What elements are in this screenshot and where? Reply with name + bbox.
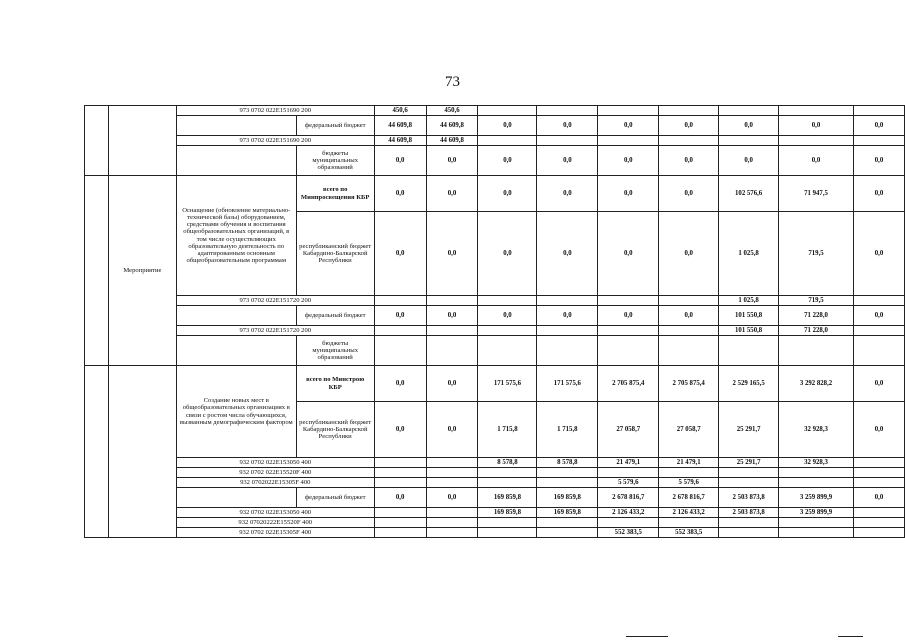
value-cell	[537, 518, 598, 528]
row-indent-cell	[85, 106, 109, 176]
value-cell	[853, 136, 904, 146]
funding-source: всего по Минстрою КБР	[296, 366, 374, 402]
value-cell: 3 259 899,9	[779, 488, 854, 508]
value-cell	[659, 106, 719, 116]
table-row	[85, 478, 905, 488]
value-cell: 0,0	[598, 306, 659, 326]
value-cell	[374, 518, 426, 528]
value-cell	[779, 336, 854, 366]
value-cell	[779, 106, 854, 116]
row-label-cell	[108, 106, 176, 176]
value-cell: 0,0	[478, 116, 537, 136]
value-cell: 25 291,7	[719, 402, 779, 458]
value-cell: 0,0	[537, 306, 598, 326]
value-cell: 169 859,8	[478, 488, 537, 508]
value-cell: 0,0	[659, 212, 719, 296]
value-cell: 552 383,5	[598, 528, 659, 538]
value-cell: 32 928,3	[779, 458, 854, 468]
value-cell	[853, 478, 904, 488]
value-cell	[537, 336, 598, 366]
value-cell: 2 126 433,2	[659, 508, 719, 518]
budget-code: 973 0702 022E151690 200	[176, 136, 374, 146]
value-cell: 0,0	[374, 402, 426, 458]
value-cell	[598, 136, 659, 146]
value-cell: 3 259 899,9	[779, 508, 854, 518]
value-cell: 552 383,5	[659, 528, 719, 538]
value-cell: 2 529 165,5	[719, 366, 779, 402]
value-cell: 44 609,8	[426, 136, 478, 146]
value-cell: 0,0	[426, 212, 478, 296]
value-cell: 0,0	[426, 306, 478, 326]
value-cell	[853, 336, 904, 366]
value-cell	[426, 326, 478, 336]
value-cell	[537, 528, 598, 538]
value-cell	[659, 468, 719, 478]
value-cell	[478, 478, 537, 488]
value-cell	[659, 336, 719, 366]
value-cell: 0,0	[853, 116, 904, 136]
value-cell	[719, 336, 779, 366]
value-cell	[374, 296, 426, 306]
value-cell	[426, 528, 478, 538]
table-row	[85, 146, 905, 176]
value-cell: 450,6	[426, 106, 478, 116]
value-cell	[537, 468, 598, 478]
row-label: Мероприятие	[108, 176, 176, 366]
table-row	[85, 336, 905, 366]
value-cell	[853, 528, 904, 538]
value-cell: 2 705 875,4	[598, 366, 659, 402]
value-cell: 1 025,8	[719, 212, 779, 296]
value-cell: 0,0	[374, 146, 426, 176]
value-cell	[426, 508, 478, 518]
value-cell: 0,0	[659, 116, 719, 136]
value-cell	[374, 468, 426, 478]
funding-source: бюджеты муниципальных образований	[296, 336, 374, 366]
value-cell	[779, 518, 854, 528]
value-cell	[426, 336, 478, 366]
value-cell	[659, 296, 719, 306]
value-cell: 169 859,8	[478, 508, 537, 518]
value-cell: 0,0	[537, 176, 598, 212]
value-cell: 32 928,3	[779, 402, 854, 458]
value-cell: 0,0	[659, 306, 719, 326]
value-cell: 0,0	[537, 212, 598, 296]
value-cell: 44 609,8	[374, 136, 426, 146]
value-cell: 44 609,8	[426, 116, 478, 136]
value-cell	[853, 106, 904, 116]
value-cell: 450,6	[374, 106, 426, 116]
funding-source: федеральный бюджет	[296, 306, 374, 326]
value-cell: 0,0	[374, 212, 426, 296]
value-cell	[779, 468, 854, 478]
value-cell	[719, 136, 779, 146]
value-cell: 3 292 828,2	[779, 366, 854, 402]
value-cell	[426, 296, 478, 306]
value-cell	[478, 518, 537, 528]
funding-source: республиканский бюджет Кабардино-Балкарской Республики	[296, 212, 374, 296]
budget-code: 973 0702 022E151720 200	[176, 326, 374, 336]
value-cell: 2 678 816,7	[659, 488, 719, 508]
activity-name: Оснащение (обновление материально-технической базы) оборудованием, средствами обучения и воспитания общеобразовательных организаций, в том числе осуществляющих образовательную деятельность по адаптированным основным общеобразовательным программам	[176, 176, 296, 296]
value-cell: 0,0	[426, 402, 478, 458]
value-cell	[374, 528, 426, 538]
value-cell: 2 503 873,8	[719, 488, 779, 508]
table-row	[85, 136, 905, 146]
table-row	[85, 528, 905, 538]
value-cell: 0,0	[598, 116, 659, 136]
value-cell	[478, 468, 537, 478]
value-cell: 71 228,0	[779, 306, 854, 326]
funding-source: федеральный бюджет	[296, 116, 374, 136]
value-cell	[426, 458, 478, 468]
value-cell	[478, 326, 537, 336]
value-cell	[426, 478, 478, 488]
value-cell: 171 575,6	[537, 366, 598, 402]
value-cell: 0,0	[426, 366, 478, 402]
value-cell	[719, 106, 779, 116]
table-row	[85, 366, 905, 402]
value-cell: 71 947,5	[779, 176, 854, 212]
value-cell	[598, 468, 659, 478]
value-cell: 0,0	[478, 176, 537, 212]
value-cell	[598, 106, 659, 116]
value-cell: 0,0	[374, 488, 426, 508]
value-cell	[598, 326, 659, 336]
funding-source: республиканский бюджет Кабардино-Балкарской Республики	[296, 402, 374, 458]
value-cell	[478, 136, 537, 146]
signature-line	[626, 636, 668, 637]
value-cell: 0,0	[598, 146, 659, 176]
value-cell: 0,0	[598, 176, 659, 212]
table-row	[85, 458, 905, 468]
value-cell	[659, 326, 719, 336]
page-number: 73	[445, 74, 460, 90]
budget-code: 932 0702 022E153050 400	[176, 458, 374, 468]
value-cell: 102 576,6	[719, 176, 779, 212]
funding-source: бюджеты муниципальных образований	[296, 146, 374, 176]
value-cell: 21 479,1	[598, 458, 659, 468]
value-cell	[537, 106, 598, 116]
value-cell	[779, 136, 854, 146]
value-cell: 171 575,6	[478, 366, 537, 402]
table-row	[85, 296, 905, 306]
value-cell	[537, 478, 598, 488]
value-cell: 2 503 873,8	[719, 508, 779, 518]
budget-code: 932 0702 022E153050 400	[176, 508, 374, 518]
value-cell: 8 578,8	[478, 458, 537, 468]
table-row	[85, 116, 905, 136]
funding-source: всего по Минпросвещения КБР	[296, 176, 374, 212]
value-cell: 169 859,8	[537, 508, 598, 518]
budget-code: 973 0702 022E151720 200	[176, 296, 374, 306]
value-cell: 0,0	[537, 146, 598, 176]
row-indent-cell	[85, 176, 109, 366]
value-cell	[598, 336, 659, 366]
value-cell	[779, 528, 854, 538]
value-cell: 0,0	[853, 212, 904, 296]
value-cell	[598, 518, 659, 528]
value-cell	[426, 518, 478, 528]
value-cell: 2 678 816,7	[598, 488, 659, 508]
value-cell	[659, 136, 719, 146]
value-cell	[426, 468, 478, 478]
value-cell	[719, 478, 779, 488]
value-cell: 0,0	[374, 176, 426, 212]
value-cell: 0,0	[853, 146, 904, 176]
value-cell: 169 859,8	[537, 488, 598, 508]
value-cell: 0,0	[719, 116, 779, 136]
value-cell	[537, 296, 598, 306]
value-cell: 1 715,8	[478, 402, 537, 458]
value-cell: 0,0	[537, 116, 598, 136]
table-row	[85, 468, 905, 478]
value-cell: 0,0	[478, 146, 537, 176]
value-cell: 0,0	[659, 176, 719, 212]
value-cell: 71 228,0	[779, 326, 854, 336]
value-cell	[853, 326, 904, 336]
value-cell: 0,0	[659, 146, 719, 176]
value-cell: 5 579,6	[659, 478, 719, 488]
budget-code: 932 0702022E15305F 400	[176, 478, 374, 488]
value-cell: 0,0	[853, 306, 904, 326]
value-cell: 0,0	[853, 402, 904, 458]
value-cell: 21 479,1	[659, 458, 719, 468]
table-row	[85, 306, 905, 326]
value-cell	[374, 478, 426, 488]
budget-code: 932 0702 022E15520F 400	[176, 468, 374, 478]
budget-code: 973 0702 022E151690 200	[176, 106, 374, 116]
table-row	[85, 176, 905, 212]
value-cell	[853, 296, 904, 306]
value-cell: 2 705 875,4	[659, 366, 719, 402]
value-cell: 0,0	[853, 176, 904, 212]
value-cell	[779, 478, 854, 488]
table-row	[85, 488, 905, 508]
name-cell	[176, 306, 296, 326]
value-cell	[598, 296, 659, 306]
value-cell: 0,0	[478, 212, 537, 296]
value-cell: 101 550,8	[719, 326, 779, 336]
value-cell: 25 291,7	[719, 458, 779, 468]
value-cell: 0,0	[719, 146, 779, 176]
value-cell	[374, 458, 426, 468]
value-cell: 27 058,7	[659, 402, 719, 458]
table-row	[85, 106, 905, 116]
table-row	[85, 326, 905, 336]
budget-code: 932 07020222E15520F 400	[176, 518, 374, 528]
value-cell: 101 550,8	[719, 306, 779, 326]
value-cell: 1 025,8	[719, 296, 779, 306]
budget-table	[84, 105, 905, 538]
value-cell	[478, 296, 537, 306]
value-cell: 8 578,8	[537, 458, 598, 468]
value-cell: 719,5	[779, 212, 854, 296]
value-cell	[374, 326, 426, 336]
value-cell	[374, 336, 426, 366]
activity-name: Создание новых мест в общеобразовательных организациях в связи с ростом числа обучающихся, вызванным демографическим фактором	[176, 366, 296, 458]
signature-line	[838, 636, 863, 637]
value-cell: 0,0	[598, 212, 659, 296]
value-cell: 0,0	[426, 488, 478, 508]
value-cell	[478, 528, 537, 538]
name-cell	[176, 488, 296, 508]
value-cell: 0,0	[779, 116, 854, 136]
value-cell: 44 609,8	[374, 116, 426, 136]
name-cell	[176, 116, 296, 136]
funding-source: федеральный бюджет	[296, 488, 374, 508]
row-indent-cell	[85, 366, 109, 538]
value-cell	[374, 508, 426, 518]
value-cell: 0,0	[853, 488, 904, 508]
table-row	[85, 518, 905, 528]
value-cell: 0,0	[853, 366, 904, 402]
value-cell	[537, 326, 598, 336]
value-cell: 0,0	[426, 176, 478, 212]
value-cell	[719, 468, 779, 478]
table-row	[85, 508, 905, 518]
value-cell: 0,0	[426, 146, 478, 176]
name-cell	[176, 336, 296, 366]
value-cell: 5 579,6	[598, 478, 659, 488]
value-cell: 719,5	[779, 296, 854, 306]
row-label-cell	[108, 366, 176, 538]
budget-code: 932 0702 022E15305F 400	[176, 528, 374, 538]
value-cell	[853, 458, 904, 468]
value-cell: 0,0	[374, 306, 426, 326]
value-cell	[719, 518, 779, 528]
value-cell	[478, 106, 537, 116]
name-cell	[176, 146, 296, 176]
value-cell	[478, 336, 537, 366]
value-cell: 0,0	[779, 146, 854, 176]
value-cell	[719, 528, 779, 538]
value-cell	[537, 136, 598, 146]
value-cell: 27 058,7	[598, 402, 659, 458]
value-cell	[853, 468, 904, 478]
value-cell	[853, 518, 904, 528]
value-cell: 1 715,8	[537, 402, 598, 458]
value-cell: 0,0	[478, 306, 537, 326]
value-cell	[659, 518, 719, 528]
value-cell: 0,0	[374, 366, 426, 402]
value-cell: 2 126 433,2	[598, 508, 659, 518]
value-cell	[853, 508, 904, 518]
